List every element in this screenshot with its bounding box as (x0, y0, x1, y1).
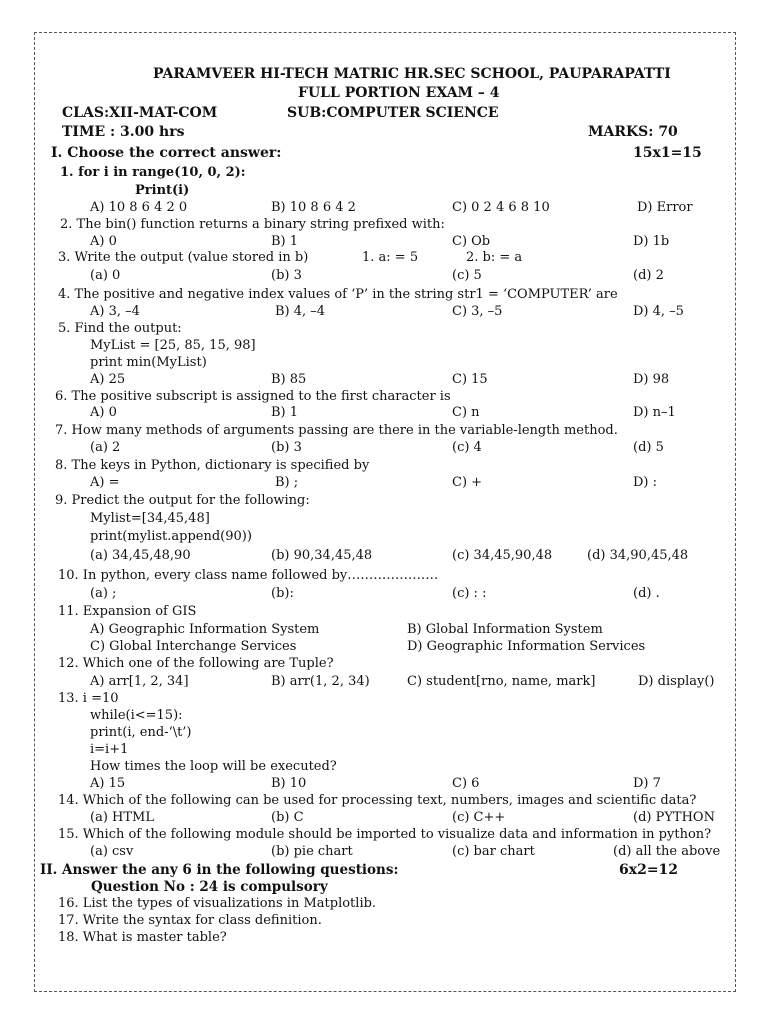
q15-option-c: (c) bar chart (452, 844, 535, 859)
q2-option-a: A) 0 (90, 234, 117, 249)
q9-stem: 9. Predict the output for the following: (55, 493, 310, 508)
q9-code-line-2: print(mylist.append(90)) (90, 529, 252, 544)
q2-option-b: B) 1 (271, 234, 299, 249)
class-label: CLAS:XII-MAT-COM (62, 105, 218, 121)
section1-title: I. Choose the correct answer: (51, 145, 282, 161)
q11-option-b: B) Global Information System (407, 622, 603, 637)
q1-option-d: D) Error (637, 200, 693, 215)
q6-option-b: B) 1 (271, 405, 299, 420)
q8-option-d: D) : (633, 475, 658, 490)
q8-stem: 8. The keys in Python, dictionary is specified by (55, 458, 370, 473)
q3-option-d: (d) 2 (633, 268, 664, 283)
q3-option-c: (c) 5 (452, 268, 482, 283)
q5-stem: 5. Find the output: (58, 321, 182, 336)
q7-option-b: (b) 3 (271, 440, 302, 455)
section2-marks: 6x2=12 (619, 862, 679, 878)
q5-option-d: D) 98 (633, 372, 670, 387)
q14-stem: 14. Which of the following can be used for processing text, numbers, images and scientific data? (58, 793, 697, 808)
q12-option-a: A) arr[1, 2, 34] (90, 674, 189, 689)
q13-stem: 13. i =10 (58, 691, 119, 706)
q4-stem: 4. The positive and negative index values of ‘P’ in the string str1 = ‘COMPUTER’ are (58, 287, 618, 302)
q8-option-c: C) + (452, 475, 483, 490)
q14-option-d: (d) PYTHON (633, 810, 715, 825)
q10-option-a: (a) ; (90, 586, 117, 601)
q1-option-b: B) 10 8 6 4 2 (271, 200, 356, 215)
q12-option-d: D) display() (638, 674, 715, 689)
q3-option-b: (b) 3 (271, 268, 302, 283)
q3-stem: 3. Write the output (value stored in b) (58, 250, 309, 265)
q16-text: 16. List the types of visualizations in Matplotlib. (58, 896, 377, 911)
q1-option-a: A) 10 8 6 4 2 0 (90, 200, 188, 215)
q3-option-a: (a) 0 (90, 268, 121, 283)
q5-option-a: A) 25 (90, 372, 126, 387)
school-name: PARAMVEER HI-TECH MATRIC HR.SEC SCHOOL, PAUPARAPATTI (153, 66, 671, 82)
q7-option-d: (d) 5 (633, 440, 664, 455)
q1-stem: 1. for i in range(10, 0, 2): (60, 165, 246, 180)
q14-option-a: (a) HTML (90, 810, 154, 825)
q5-code-line-2: print min(MyList) (90, 355, 207, 370)
q11-option-c: C) Global Interchange Services (90, 639, 297, 654)
q9-option-c: (c) 34,45,90,48 (452, 548, 553, 563)
q10-option-c: (c) : : (452, 586, 487, 601)
q3-statement-1: 1. a: = 5 (362, 250, 419, 265)
q13-question: How times the loop will be executed? (90, 759, 337, 774)
q13-code-line-1: while(i<=15): (90, 708, 183, 723)
q10-option-d: (d) . (633, 586, 660, 601)
q12-option-b: B) arr(1, 2, 34) (271, 674, 370, 689)
q13-code-line-2: print(i, end-‘\t’) (90, 725, 192, 740)
q9-option-b: (b) 90,34,45,48 (271, 548, 373, 563)
q13-code-line-3: i=i+1 (90, 742, 129, 757)
q15-stem: 15. Which of the following module should be imported to visualize data and information in python? (58, 827, 712, 842)
q6-option-a: A) 0 (90, 405, 117, 420)
q8-option-a: A) = (90, 475, 120, 490)
q10-option-b: (b): (271, 586, 294, 601)
q4-option-b: B) 4, –4 (275, 304, 326, 319)
q7-stem: 7. How many methods of arguments passing are there in the variable-length method. (55, 423, 618, 438)
q7-option-c: (c) 4 (452, 440, 482, 455)
marks-label: MARKS: 70 (588, 124, 678, 140)
q12-option-c: C) student[rno, name, mark] (407, 674, 596, 689)
q2-stem: 2. The bin() function returns a binary string prefixed with: (60, 217, 445, 232)
q1-option-c: C) 0 2 4 6 8 10 (452, 200, 550, 215)
q12-stem: 12. Which one of the following are Tuple? (58, 656, 334, 671)
section2-title: II. Answer the any 6 in the following questions: (40, 862, 399, 878)
q9-option-a: (a) 34,45,48,90 (90, 548, 191, 563)
q7-option-a: (a) 2 (90, 440, 121, 455)
q2-option-c: C) Ob (452, 234, 491, 249)
exam-title: FULL PORTION EXAM – 4 (298, 85, 500, 101)
section1-marks: 15x1=15 (633, 145, 702, 161)
q6-option-d: D) n–1 (633, 405, 676, 420)
q5-code-line-1: MyList = [25, 85, 15, 98] (90, 338, 256, 353)
time-label: TIME : 3.00 hrs (62, 124, 185, 140)
q13-option-b: B) 10 (271, 776, 307, 791)
q5-option-c: C) 15 (452, 372, 488, 387)
q9-option-d: (d) 34,90,45,48 (587, 548, 689, 563)
q14-option-c: (c) C++ (452, 810, 506, 825)
q15-option-a: (a) csv (90, 844, 134, 859)
subject-label: SUB:COMPUTER SCIENCE (287, 105, 499, 121)
q6-stem: 6. The positive subscript is assigned to the first character is (55, 389, 451, 404)
q1-code: Print(i) (135, 183, 190, 198)
q17-text: 17. Write the syntax for class definition. (58, 913, 322, 928)
q14-option-b: (b) C (271, 810, 304, 825)
q13-option-a: A) 15 (90, 776, 126, 791)
q4-option-a: A) 3, –4 (90, 304, 140, 319)
q15-option-d: (d) all the above (613, 844, 721, 859)
q8-option-b: B) ; (275, 475, 299, 490)
q11-option-d: D) Geographic Information Services (407, 639, 646, 654)
q11-option-a: A) Geographic Information System (90, 622, 320, 637)
q4-option-c: C) 3, –5 (452, 304, 503, 319)
q5-option-b: B) 85 (271, 372, 307, 387)
q10-stem: 10. In python, every class name followed by………………… (58, 568, 439, 583)
q13-option-d: D) 7 (633, 776, 661, 791)
q15-option-b: (b) pie chart (271, 844, 353, 859)
q18-text: 18. What is master table? (58, 930, 227, 945)
q9-code-line-1: Mylist=[34,45,48] (90, 511, 210, 526)
q2-option-d: D) 1b (633, 234, 670, 249)
q13-option-c: C) 6 (452, 776, 480, 791)
q11-stem: 11. Expansion of GIS (58, 604, 197, 619)
q4-option-d: D) 4, –5 (633, 304, 684, 319)
section2-note: Question No : 24 is compulsory (91, 879, 328, 895)
q3-statement-2: 2. b: = a (466, 250, 523, 265)
q6-option-c: C) n (452, 405, 480, 420)
